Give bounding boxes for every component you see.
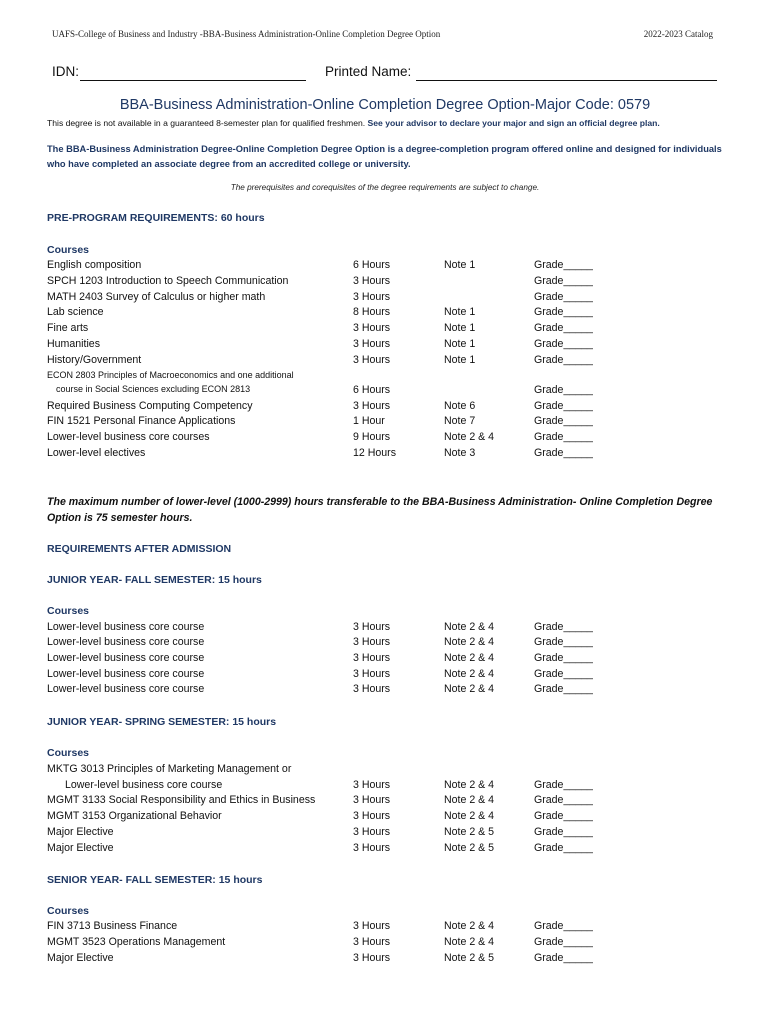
course-hours: 3 Hours [353, 826, 391, 838]
course-name: Major Elective [47, 952, 114, 964]
course-hours: 3 Hours [353, 291, 391, 303]
grade-field[interactable]: Grade_____ [534, 779, 593, 791]
course-hours: 6 Hours [353, 384, 391, 396]
course-row [47, 259, 647, 274]
course-note: Note 3 [444, 447, 476, 459]
course-name: MKTG 3013 Principles of Marketing Management or [47, 763, 292, 775]
program-intro: The BBA-Business Administration Degree-Online Completion Degree Option is a degree-completion program offered online and designed for individuals who have completed an associate degree from an accredited college or university. [47, 144, 722, 169]
course-name: FIN 1521 Personal Finance Applications [47, 415, 236, 427]
course-note: Note 2 & 4 [444, 779, 495, 791]
grade-field[interactable]: Grade_____ [534, 636, 593, 648]
course-row [47, 431, 647, 446]
course-hours: 3 Hours [353, 275, 391, 287]
course-hours: 3 Hours [353, 621, 391, 633]
course-row-continued [47, 370, 647, 385]
document-title: BBA-Business Administration-Online Completion Degree Option-Major Code: 0579 [119, 97, 651, 113]
course-name: ECON 2803 Principles of Macroeconomics and one additional [47, 370, 294, 380]
course-row [47, 400, 647, 415]
course-name: Lower-level business core courses [47, 431, 210, 443]
grade-field[interactable]: Grade_____ [534, 842, 593, 854]
course-note: Note 1 [444, 354, 476, 366]
course-hours: 3 Hours [353, 952, 391, 964]
grade-field[interactable]: Grade_____ [534, 322, 593, 334]
courses-label: Courses [47, 905, 90, 917]
course-row [47, 683, 647, 698]
grade-field[interactable]: Grade_____ [534, 354, 593, 366]
grade-field[interactable]: Grade_____ [534, 794, 593, 806]
course-note: Note 2 & 4 [444, 810, 495, 822]
course-name: course in Social Sciences excluding ECON 2813 [56, 384, 251, 394]
course-row [47, 779, 647, 794]
grade-field[interactable]: Grade_____ [534, 936, 593, 948]
course-name: Major Elective [47, 842, 114, 854]
course-row [47, 384, 647, 399]
course-row [47, 936, 647, 951]
course-name: Lower-level business core course [47, 636, 205, 648]
course-note: Note 2 & 5 [444, 842, 495, 854]
grade-field[interactable]: Grade_____ [534, 826, 593, 838]
course-hours: 3 Hours [353, 636, 391, 648]
course-note: Note 2 & 5 [444, 826, 495, 838]
course-row [47, 652, 647, 667]
course-row [47, 842, 647, 857]
course-hours: 3 Hours [353, 652, 391, 664]
course-note: Note 2 & 4 [444, 621, 495, 633]
course-note: Note 1 [444, 338, 476, 350]
course-note: Note 2 & 4 [444, 794, 495, 806]
course-hours: 3 Hours [353, 400, 391, 412]
course-hours: 3 Hours [353, 338, 391, 350]
course-row [47, 322, 647, 337]
grade-field[interactable]: Grade_____ [534, 400, 593, 412]
grade-field[interactable]: Grade_____ [534, 259, 593, 271]
senior-fall-heading: SENIOR YEAR- FALL SEMESTER: 15 hours [47, 874, 263, 886]
course-note: Note 1 [444, 322, 476, 334]
grade-field[interactable]: Grade_____ [534, 338, 593, 350]
grade-field[interactable]: Grade_____ [534, 652, 593, 664]
course-row [47, 810, 647, 825]
max-transfer-note: The maximum number of lower-level (1000-2999) hours transferable to the BBA-Business Administration- Online Completion Degree Option is 75 semester hours. [47, 496, 713, 524]
junior-fall-heading: JUNIOR YEAR- FALL SEMESTER: 15 hours [47, 574, 262, 586]
course-note: Note 2 & 5 [444, 952, 495, 964]
course-row [47, 794, 647, 809]
grade-field[interactable]: Grade_____ [534, 384, 593, 396]
course-name: MATH 2403 Survey of Calculus or higher math [47, 291, 266, 303]
course-note: Note 7 [444, 415, 476, 427]
course-hours: 3 Hours [353, 668, 391, 680]
course-row [47, 306, 647, 321]
idn-field[interactable] [80, 80, 306, 81]
course-note: Note 2 & 4 [444, 652, 495, 664]
course-hours: 3 Hours [353, 810, 391, 822]
course-note: Note 2 & 4 [444, 936, 495, 948]
course-hours: 3 Hours [353, 354, 391, 366]
course-name: Humanities [47, 338, 100, 350]
course-name: SPCH 1203 Introduction to Speech Communication [47, 275, 289, 287]
id-row [52, 64, 718, 84]
junior-spring-heading: JUNIOR YEAR- SPRING SEMESTER: 15 hours [47, 716, 277, 728]
course-row [47, 668, 647, 683]
course-hours: 3 Hours [353, 842, 391, 854]
course-hours: 3 Hours [353, 920, 391, 932]
course-name: Required Business Computing Competency [47, 400, 253, 412]
course-name: MGMT 3523 Operations Management [47, 936, 226, 948]
grade-field[interactable]: Grade_____ [534, 275, 593, 287]
course-name: Lower-level electives [47, 447, 146, 459]
grade-field[interactable]: Grade_____ [534, 431, 593, 443]
grade-field[interactable]: Grade_____ [534, 291, 593, 303]
course-hours: 3 Hours [353, 936, 391, 948]
course-note: Note 6 [444, 400, 476, 412]
printed-name-field[interactable] [416, 80, 717, 81]
course-name: MGMT 3153 Organizational Behavior [47, 810, 222, 822]
course-row [47, 920, 647, 935]
courses-label: Courses [47, 605, 90, 617]
course-row [47, 354, 647, 369]
disclaimer [47, 118, 660, 128]
grade-field[interactable]: Grade_____ [534, 683, 593, 695]
course-note: Note 2 & 4 [444, 668, 495, 680]
grade-field[interactable]: Grade_____ [534, 415, 593, 427]
after-admission-heading: REQUIREMENTS AFTER ADMISSION [47, 543, 232, 555]
course-row [47, 636, 647, 651]
header-program: UAFS-College of Business and Industry -BBA-Business Administration-Online Completion Degree Option [52, 29, 441, 39]
printed-name-label: Printed Name: [325, 64, 412, 79]
grade-field[interactable]: Grade_____ [534, 810, 593, 822]
course-hours: 8 Hours [353, 306, 391, 318]
grade-field[interactable]: Grade_____ [534, 306, 593, 318]
course-hours: 3 Hours [353, 322, 391, 334]
course-row [47, 275, 647, 290]
course-row [47, 826, 647, 841]
grade-field[interactable]: Grade_____ [534, 952, 593, 964]
course-name: Lower-level business core course [47, 621, 205, 633]
grade-field[interactable]: Grade_____ [534, 447, 593, 459]
disclaimer-emphasis: See your advisor to declare your major and sign an official degree plan. [367, 118, 660, 128]
course-hours: 1 Hour [353, 415, 385, 427]
course-note: Note 2 & 4 [444, 920, 495, 932]
course-name: MGMT 3133 Social Responsibility and Ethics in Business [47, 794, 316, 806]
course-name: Major Elective [47, 826, 114, 838]
course-note: Note 2 & 4 [444, 636, 495, 648]
course-hours: 9 Hours [353, 431, 391, 443]
grade-field[interactable]: Grade_____ [534, 621, 593, 633]
courses-label: Courses [47, 747, 90, 759]
grade-field[interactable]: Grade_____ [534, 920, 593, 932]
course-hours: 3 Hours [353, 794, 391, 806]
course-row [47, 338, 647, 353]
course-row [47, 447, 647, 462]
course-name: History/Government [47, 354, 142, 366]
course-row [47, 621, 647, 636]
idn-label: IDN: [52, 64, 79, 79]
course-name: Lab science [47, 306, 104, 318]
course-name: English composition [47, 259, 142, 271]
prereq-note: The prerequisites and corequisites of the degree requirements are subject to change. [230, 183, 540, 192]
course-row [47, 415, 647, 430]
header-catalog-year: 2022-2023 Catalog [643, 29, 713, 39]
course-name: Lower-level business core course [47, 668, 205, 680]
pre-program-heading: PRE-PROGRAM REQUIREMENTS: 60 hours [47, 212, 265, 224]
course-name: Lower-level business core course [47, 652, 205, 664]
course-hours: 12 Hours [353, 447, 396, 459]
course-name: Lower-level business core course [65, 779, 223, 791]
page-header [52, 29, 713, 43]
course-note: Note 2 & 4 [444, 431, 495, 443]
course-hours: 6 Hours [353, 259, 391, 271]
course-row-continued [47, 763, 647, 778]
course-name: Fine arts [47, 322, 89, 334]
course-row [47, 291, 647, 306]
courses-label: Courses [47, 244, 90, 256]
course-note: Note 2 & 4 [444, 683, 495, 695]
course-hours: 3 Hours [353, 779, 391, 791]
disclaimer-plain: This degree is not available in a guaranteed 8-semester plan for qualified freshmen. [47, 118, 366, 128]
course-name: FIN 3713 Business Finance [47, 920, 178, 932]
course-note: Note 1 [444, 259, 476, 271]
grade-field[interactable]: Grade_____ [534, 668, 593, 680]
course-hours: 3 Hours [353, 683, 391, 695]
course-note: Note 1 [444, 306, 476, 318]
course-name: Lower-level business core course [47, 683, 205, 695]
course-row [47, 952, 647, 967]
